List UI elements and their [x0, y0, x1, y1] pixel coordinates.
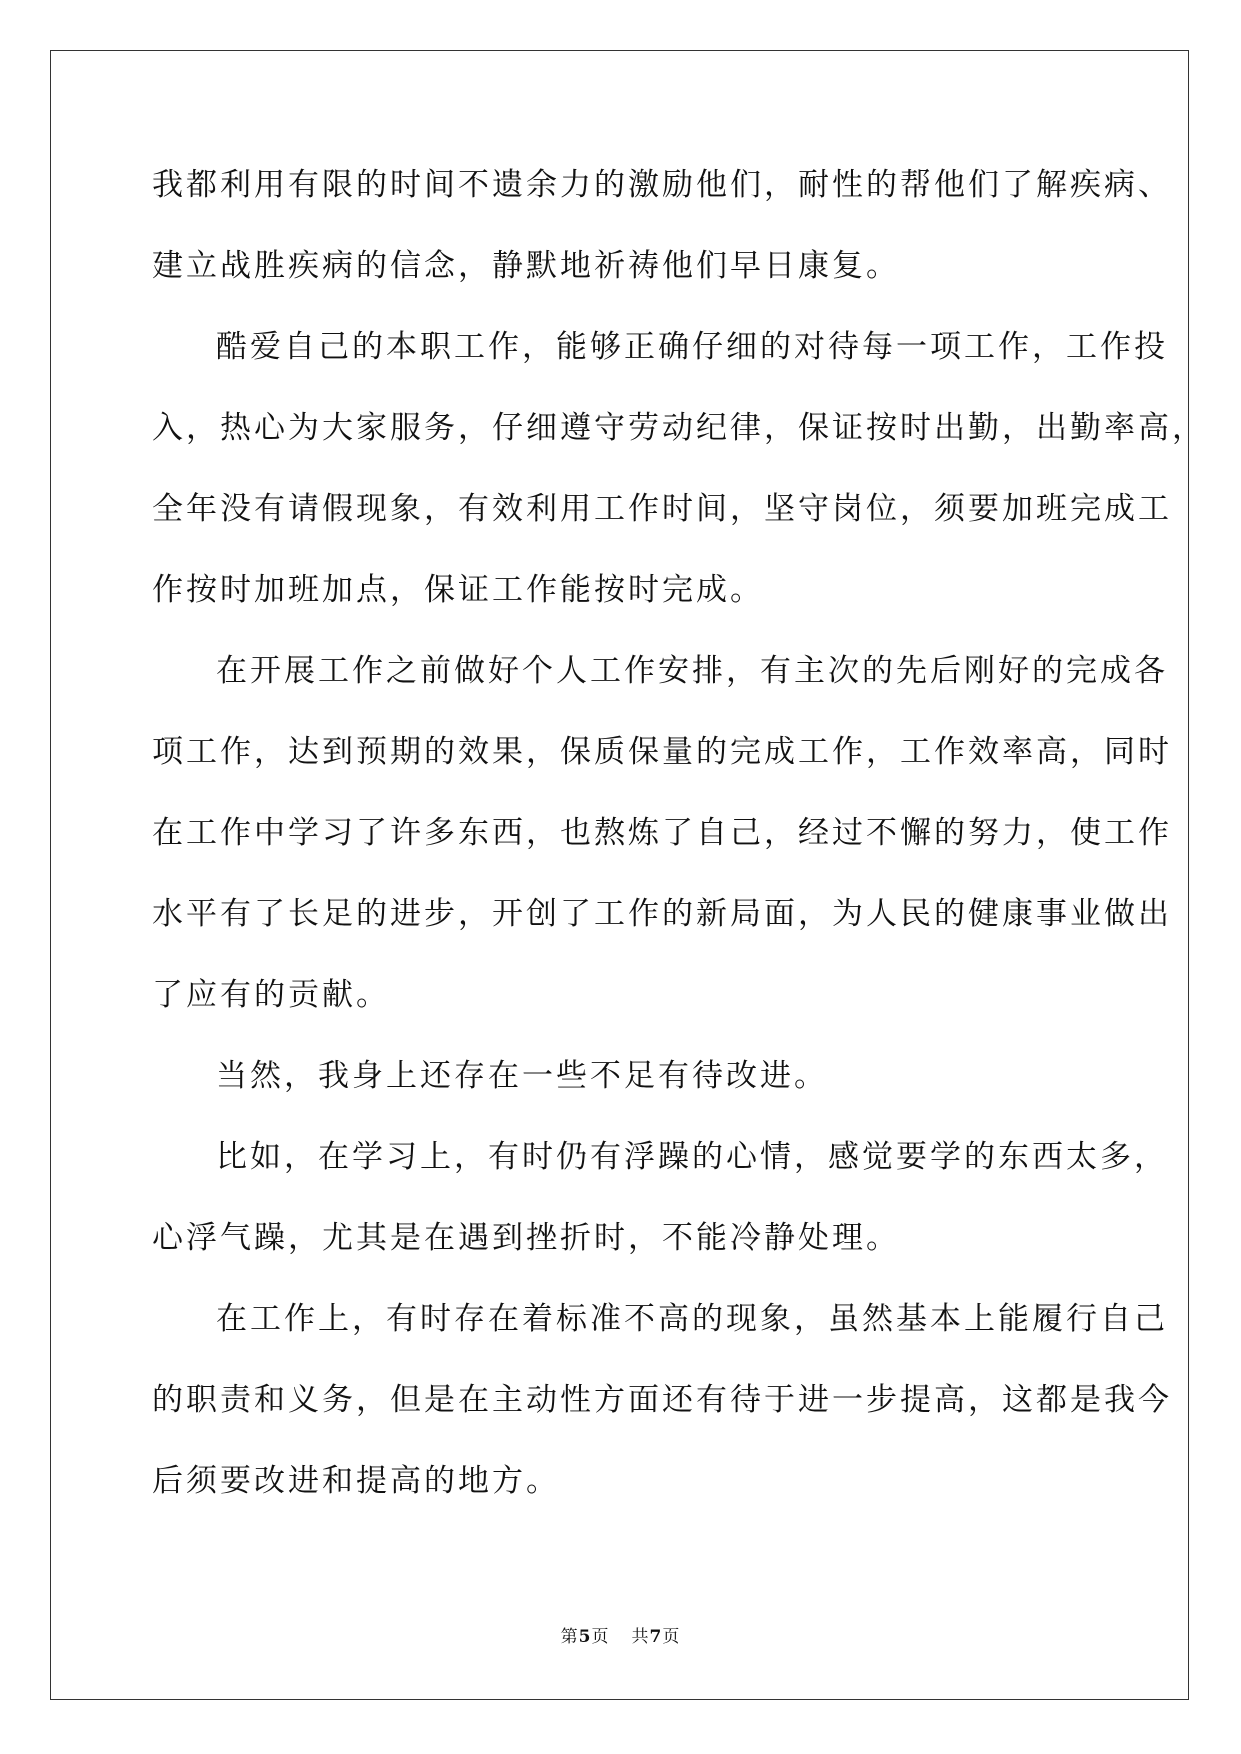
text-line: 后须要改进和提高的地方。 — [152, 1463, 560, 1499]
total-prefix: 共 — [631, 1627, 650, 1647]
text-line: 作按时加班加点，保证工作能按时完成。 — [152, 572, 764, 608]
paragraph-start-line: 在开展工作之前做好个人工作安排，有主次的先后刚好的完成各 — [216, 653, 1168, 689]
text-line: 项工作，达到预期的效果，保质保量的完成工作，工作效率高，同时 — [152, 734, 1172, 770]
document-body — [152, 165, 1206, 1542]
text-line: 入，热心为大家服务，仔细遵守劳动纪律，保证按时出勤，出勤率高， — [152, 410, 1206, 446]
text-line: 的职责和义务，但是在主动性方面还有待于进一步提高，这都是我今 — [152, 1382, 1172, 1418]
paragraph-start-line: 当然，我身上还存在一些不足有待改进。 — [216, 1058, 828, 1094]
text-line: 水平有了长足的进步，开创了工作的新局面，为人民的健康事业做出 — [152, 896, 1172, 932]
text-line: 建立战胜疾病的信念，静默地祈祷他们早日康复。 — [152, 248, 900, 284]
page-suffix: 页 — [591, 1627, 610, 1647]
total-page-number: 7 — [649, 1627, 663, 1647]
page-footer — [0, 1622, 1241, 1647]
text-line: 全年没有请假现象，有效利用工作时间，坚守岗位，须要加班完成工 — [152, 491, 1172, 527]
paragraph-start-line: 比如，在学习上，有时仍有浮躁的心情，感觉要学的东西太多， — [216, 1139, 1168, 1175]
page-prefix: 第 — [560, 1627, 579, 1647]
text-line: 我都利用有限的时间不遗余力的激励他们，耐性的帮他们了解疾病、 — [152, 167, 1172, 203]
paragraph-start-line: 在工作上，有时存在着标准不高的现象，虽然基本上能履行自己 — [216, 1301, 1168, 1337]
text-line: 在工作中学习了许多东西，也熬炼了自己，经过不懈的努力，使工作 — [152, 815, 1172, 851]
current-page-number: 5 — [578, 1627, 592, 1647]
text-line: 了应有的贡献。 — [152, 977, 390, 1013]
total-suffix: 页 — [662, 1627, 681, 1647]
text-line: 心浮气躁，尤其是在遇到挫折时，不能冷静处理。 — [152, 1220, 900, 1256]
paragraph-start-line: 酷爱自己的本职工作，能够正确仔细的对待每一项工作，工作投 — [216, 329, 1168, 365]
